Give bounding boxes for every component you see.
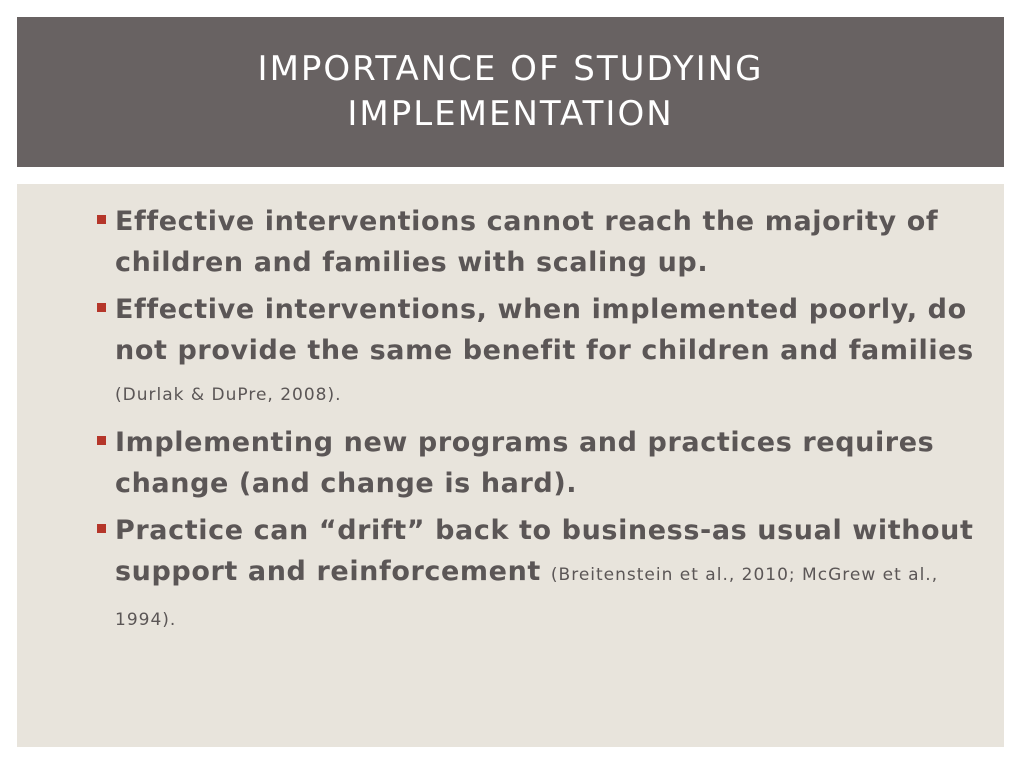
content-panel [17,184,1004,747]
bullet-list [97,201,977,647]
slide-title: IMPORTANCE OF STUDYING IMPLEMENTATION [257,49,764,134]
bullet-citation: (Breitenstein et al., 2010; McGrew et al., 1994). [115,565,939,630]
bullet-citation: (Durlak & DuPre, 2008). [115,385,342,405]
square-bullet-icon [97,303,106,312]
bullet-item [97,201,977,283]
bullet-text: Effective interventions cannot reach the majority of children and families with scaling up. [115,206,939,278]
bullet-item [97,422,977,504]
title-bar [17,17,1004,167]
bullet-text: Practice can “drift” back to business-as usual without support and reinforcement [115,515,974,587]
square-bullet-icon [97,215,106,224]
square-bullet-icon [97,436,106,445]
bullet-item [97,289,977,416]
bullet-text: Effective interventions, when implemented poorly, do not provide the same benefit for children and families [115,294,974,366]
square-bullet-icon [97,524,106,533]
bullet-item [97,510,977,641]
bullet-text: Implementing new programs and practices requires change (and change is hard). [115,427,935,499]
